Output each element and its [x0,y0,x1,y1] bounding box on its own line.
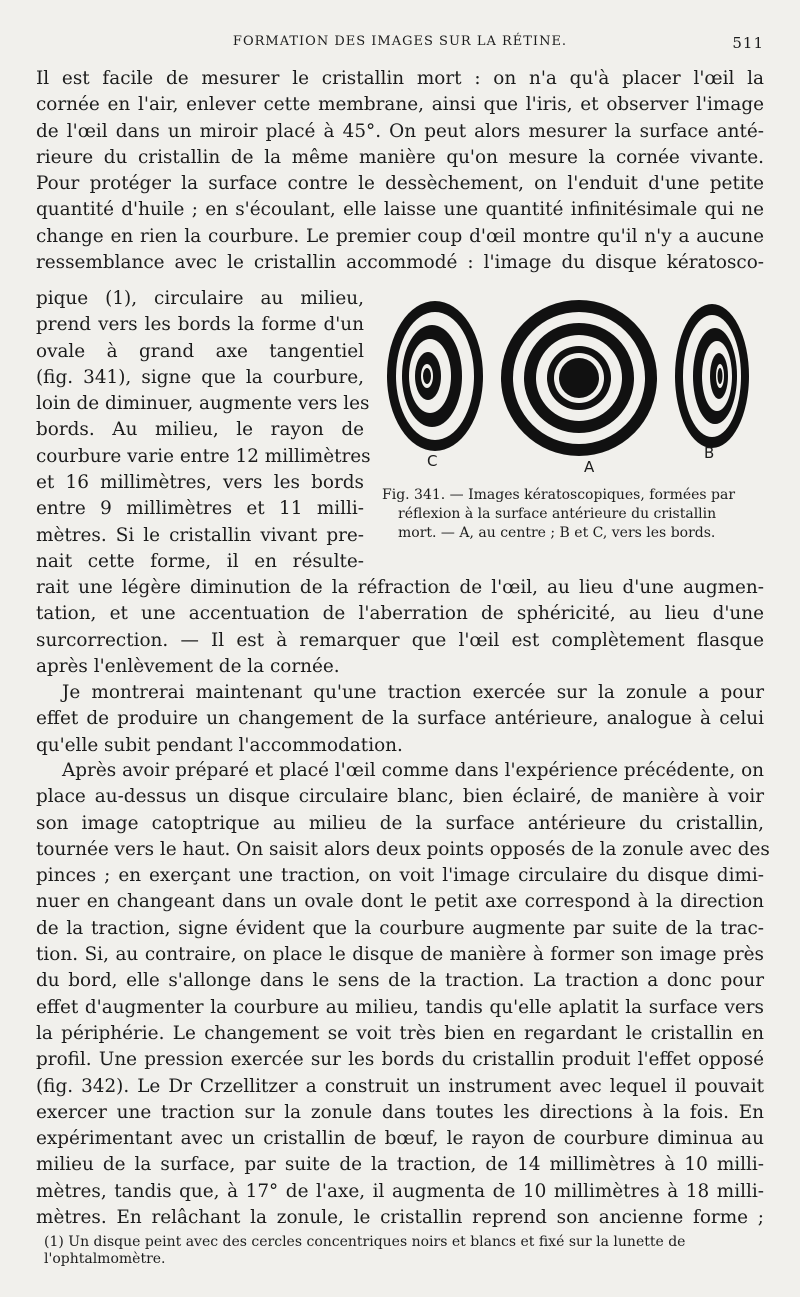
paragraph-1-bottom [36,575,764,680]
paragraph-3 [36,758,770,1231]
text-line: rait une légère diminution de la réfraction de l'œil, au lieu d'une augmen- [36,577,764,598]
text-line: mètres, tandis que, à 17° de l'axe, il augmenta de 10 millimètres à 18 milli- [36,1180,764,1202]
text-line: courbure varie entre 12 millimètres [36,445,371,467]
text-line: son image catoptrique au milieu de la surface antérieure du cristallin, [36,812,764,834]
text-line: qu'elle subit pendant l'accommodation. [36,734,403,756]
keratoscopic-image-c [387,301,483,451]
text-line: profil. Une pression exercée sur les bords du cristallin produit l'effet opposé [36,1049,764,1071]
text-line: loin de diminuer, augmente vers les [36,393,370,415]
text-line: tation, et une accentuation de l'aberration de sphéricité, au lieu d'une [36,603,764,625]
figure-label-c: C [427,452,438,470]
text-line: Je montrerai maintenant qu'une traction exercée sur la zonule a pour [62,682,764,703]
text-line: pinces ; en exerçant une traction, on voit l'image circulaire du disque dimi- [36,865,764,887]
figure-label-a: A [584,458,595,476]
text-line: et 16 millimètres, vers les bords [36,472,364,494]
keratoscopic-image-b [675,304,749,448]
text-line: nait cette forme, il en résulte- [36,550,364,572]
text-line: Pour protéger la surface contre le dessèchement, on l'enduit d'une petite [36,173,764,195]
text-line: cornée en l'air, enlever cette membrane, ainsi que l'iris, et observer l'image [36,94,764,116]
text-line: mètres. En relâchant la zonule, le cristallin reprend son ancienne forme ; [36,1207,764,1229]
text-line: la périphérie. Le changement se voit très bien en regardant le cristallin en [36,1022,764,1044]
figure-caption [382,486,768,543]
text-line: exercer une traction sur la zonule dans toutes les directions à la fois. En [36,1101,764,1123]
paragraph-2 [36,680,764,759]
text-line: de l'œil dans un miroir placé à 45°. On peut alors mesurer la surface anté- [36,120,764,142]
text-line: milieu de la surface, par suite de la traction, de 14 millimètres à 10 milli- [36,1154,764,1176]
text-line: Il est facile de mesurer le cristallin mort : on n'a qu'à placer l'œil la [36,68,764,89]
text-line: entre 9 millimètres et 11 milli- [36,498,364,520]
page-number: 511 [732,34,764,52]
text-line: change en rien la courbure. Le premier coup d'œil montre qu'il n'y a aucune [36,225,764,247]
keratoscopic-image-a [501,300,657,456]
caption-line: mort. — A, au centre ; B et C, vers les bords. [398,525,716,541]
text-line: de la traction, signe évident que la courbure augmente par suite de la trac- [36,917,764,939]
paragraph-1-narrow [36,286,371,575]
footnote [44,1234,768,1268]
text-line: pique (1), circulaire au milieu, [36,288,364,309]
text-line: expérimentant avec un cristallin de bœuf, le rayon de courbure diminua au [36,1128,764,1150]
text-line: effet d'augmenter la courbure au milieu, tandis qu'elle aplatit la surface vers [36,996,764,1018]
text-line: ressemblance avec le cristallin accommodé : l'image du disque kératosco- [36,252,764,274]
text-line: Après avoir préparé et placé l'œil comme dans l'expérience précédente, on [62,760,764,781]
text-line: (fig. 342). Le Dr Crzellitzer a construit un instrument avec lequel il pouvait [36,1075,764,1097]
caption-line: réflexion à la surface antérieure du cristallin [398,506,717,522]
text-line: du bord, elle s'allonge dans le sens de la traction. La traction a donc pour [36,970,764,992]
text-line: (fig. 341), signe que la courbure, [36,366,364,388]
text-line: mètres. Si le cristallin vivant pre- [36,524,364,546]
text-line: tournée vers le haut. On saisit alors deux points opposés de la zonule avec des [36,838,770,860]
text-line: surcorrection. — Il est à remarquer que l'œil est complètement flasque [36,629,764,651]
text-line: bords. Au milieu, le rayon de [36,419,364,441]
text-line: tion. Si, au contraire, on place le disque de manière à former son image près [36,944,764,966]
text-line: ovale à grand axe tangentiel [36,340,364,362]
text-line: nuer en changeant dans un ovale dont le petit axe correspond à la direction [36,891,764,913]
text-line: après l'enlèvement de la cornée. [36,655,340,677]
running-header [36,34,764,58]
footnote-line: l'ophtalmomètre. [44,1251,166,1267]
text-line: prend vers les bords la forme d'un [36,314,364,336]
text-line: rieure du cristallin de la même manière qu'on mesure la cornée vivante. [36,146,764,168]
paragraph-1-top [36,66,764,276]
figure-label-b: B [704,444,715,462]
text-line: place au-dessus un disque circulaire blanc, bien éclairé, de manière à voir [36,786,764,808]
text-line: effet de produire un changement de la surface antérieure, analogue à celui [36,708,764,730]
text-line: quantité d'huile ; en s'écoulant, elle laisse une quantité infinitésimale qui ne [36,199,764,221]
running-title: FORMATION DES IMAGES SUR LA RÉTINE. [232,34,568,49]
footnote-line: (1) Un disque peint avec des cercles concentriques noirs et blancs et fixé sur la lunette de [44,1234,686,1250]
caption-line: Fig. 341. — Images kératoscopiques, formées par [382,487,736,503]
